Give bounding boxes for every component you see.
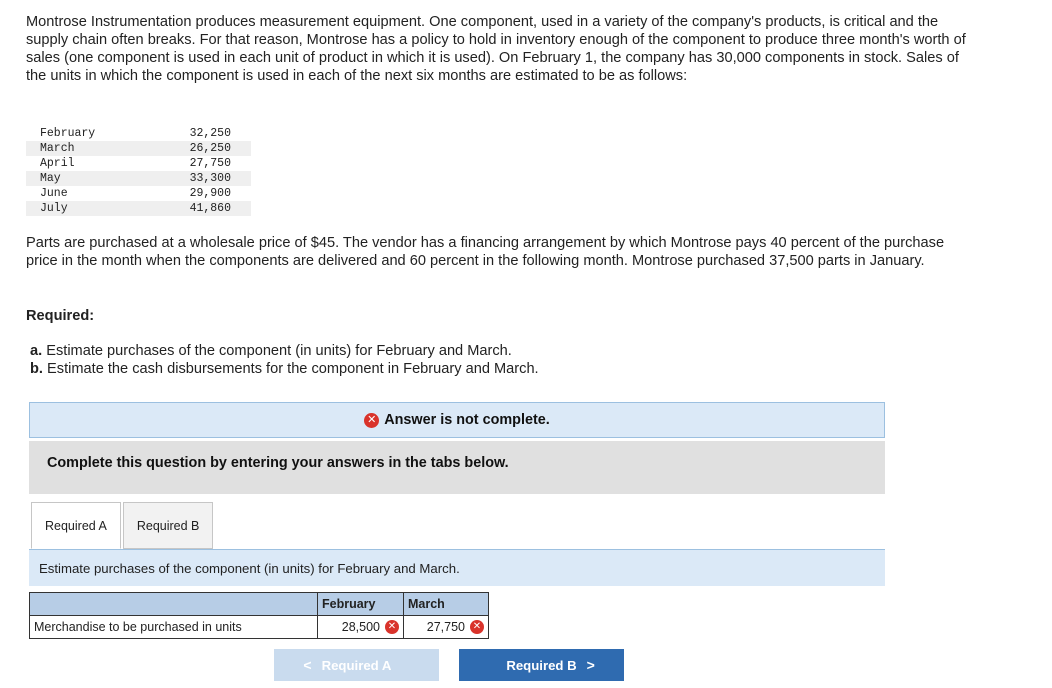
tab-prompt-text: Estimate purchases of the component (in units) for February and March. xyxy=(39,561,460,576)
header-march: March xyxy=(404,593,489,616)
answer-status-text: Answer is not complete. xyxy=(384,412,550,428)
requirement-a-text: Estimate purchases of the component (in units) for February and March. xyxy=(46,343,512,359)
table-row xyxy=(26,141,251,156)
prev-button-label: Required A xyxy=(321,657,392,673)
requirement-b-label: b. xyxy=(30,361,43,377)
row-label: Merchandise to be purchased in units xyxy=(30,616,318,639)
sales-value: 27,750 xyxy=(189,157,231,170)
requirement-b xyxy=(30,360,539,378)
next-required-button[interactable] xyxy=(459,649,624,681)
answer-status-banner xyxy=(29,402,885,438)
sales-value: 29,900 xyxy=(189,187,231,200)
problem-intro: Montrose Instrumentation produces measurement equipment. One component, used in a variety of the company's products, is critical and the supply chain often breaks. For that reason, Montrose has a policy to hold in inventory enough of the component to produce three month's worth of sales (one component is used in each unit of product in which it is used). On February 1, the company has 30,000 components in stock. Sales of the units in which the component is used in each of the next six months are estimated to be as follows: xyxy=(26,14,966,84)
tab-label: Required A xyxy=(45,518,107,533)
x-circle-icon: ✕ xyxy=(470,620,484,634)
sales-value: 41,860 xyxy=(146,201,251,216)
sales-value: 32,250 xyxy=(189,127,231,140)
prev-required-button[interactable] xyxy=(274,649,439,681)
table-row xyxy=(26,156,251,171)
instruction-box xyxy=(29,441,885,494)
month-label: February xyxy=(40,127,96,140)
table-row xyxy=(26,186,251,201)
sales-value: 26,250 xyxy=(146,141,251,156)
tab-prompt xyxy=(29,550,885,586)
table-row xyxy=(26,126,251,141)
requirements-list xyxy=(30,342,539,378)
sales-value: 33,300 xyxy=(146,171,251,186)
x-circle-icon: ✕ xyxy=(385,620,399,634)
chevron-right-icon: > xyxy=(586,657,595,673)
month-label: March xyxy=(26,141,146,156)
tab-required-b[interactable] xyxy=(123,502,214,549)
tab-bar xyxy=(31,502,215,549)
header-february: February xyxy=(318,593,404,616)
requirement-b-text: Estimate the cash disbursements for the component in February and March. xyxy=(47,361,539,377)
requirement-a-label: a. xyxy=(30,343,43,359)
tab-required-a[interactable] xyxy=(31,502,121,549)
next-button-label: Required B xyxy=(506,657,577,673)
february-input[interactable] xyxy=(318,616,404,639)
parts-paragraph: Parts are purchased at a wholesale price of $45. The vendor has a financing arrangement by which Montrose pays 40 percent of the purchase price in the month when the components are delivered and 60 percent in the following month. Montrose purchased 37,500 parts in January. xyxy=(26,235,945,269)
month-label: July xyxy=(26,201,146,216)
march-value: 27,750 xyxy=(426,620,465,634)
march-input[interactable] xyxy=(404,616,489,639)
table-row xyxy=(26,201,251,216)
instruction-text: Complete this question by entering your answers in the tabs below. xyxy=(47,455,509,471)
month-label: June xyxy=(40,187,68,200)
month-label: May xyxy=(26,171,146,186)
chevron-left-icon: < xyxy=(303,657,312,673)
tab-label: Required B xyxy=(136,518,200,533)
month-label: April xyxy=(40,157,75,170)
february-value: 28,500 xyxy=(341,620,380,634)
sales-table xyxy=(26,126,251,216)
header-blank xyxy=(30,593,318,616)
requirement-a xyxy=(30,342,539,360)
required-heading: Required: xyxy=(26,308,95,324)
table-row xyxy=(26,171,251,186)
x-circle-icon: ✕ xyxy=(364,413,379,428)
table-header-row xyxy=(30,593,489,616)
answer-table xyxy=(29,592,489,639)
table-row xyxy=(30,616,489,639)
